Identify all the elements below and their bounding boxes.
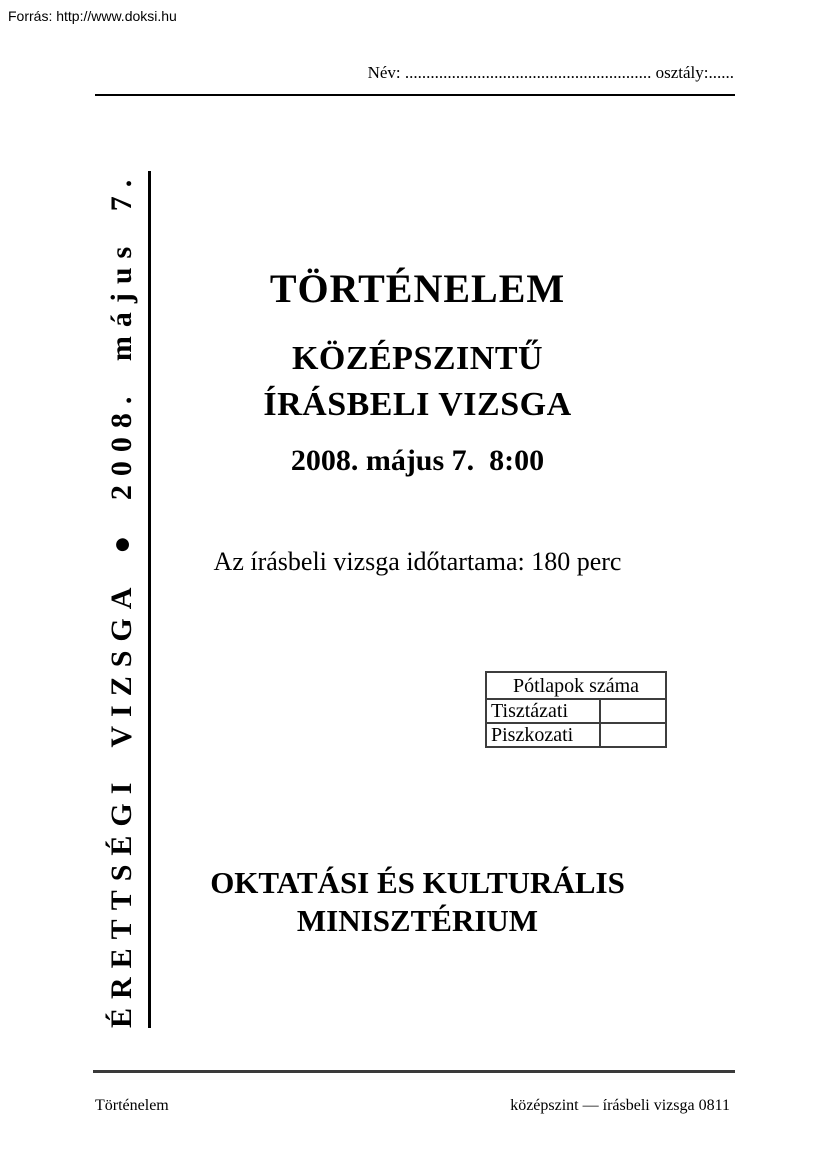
- name-class-line: [368, 63, 734, 83]
- source-note: Forrás: http://www.doksi.hu: [8, 8, 177, 24]
- name-fill-dots[interactable]: ..........................................................: [404, 63, 652, 82]
- table-row: [486, 699, 666, 723]
- exam-type-line: ÍRÁSBELI VIZSGA: [263, 386, 572, 423]
- extra-sheets-table: [485, 671, 667, 748]
- exam-datetime: 2008. május 7. 8:00: [290, 444, 545, 477]
- row-value-tisztazati[interactable]: [600, 699, 666, 723]
- table-header-row: [486, 672, 666, 699]
- duration-note: Az írásbeli vizsga időtartama: 180 perc: [213, 547, 622, 576]
- footer-exam-code: középszint — írásbeli vizsga 0811: [510, 1097, 730, 1114]
- name-label: Név:: [367, 63, 405, 82]
- footer-subject: Történelem: [95, 1097, 169, 1114]
- footer-rule: [93, 1070, 735, 1073]
- row-value-piszkozati[interactable]: [600, 723, 666, 747]
- table-header-cell: Pótlapok száma: [486, 672, 666, 699]
- header-rule: [95, 94, 735, 96]
- ministry-line-2: MINISZTÉRIUM: [296, 903, 539, 938]
- vertical-exam-banner: ÉRETTSÉGI VIZSGA ● 2008. május 7.: [101, 171, 151, 1028]
- ministry-name: [100, 864, 735, 940]
- class-label[interactable]: osztály:......: [651, 63, 734, 82]
- table-row: [486, 723, 666, 747]
- ministry-line-1: OKTATÁSI ÉS KULTURÁLIS: [210, 865, 625, 900]
- footer: [95, 1097, 730, 1115]
- row-label-piszkozati: Piszkozati: [486, 723, 600, 747]
- row-label-tisztazati: Tisztázati: [486, 699, 600, 723]
- page-title: TÖRTÉNELEM: [269, 266, 566, 311]
- exam-level-line: KÖZÉPSZINTŰ: [291, 340, 544, 377]
- exam-subtitle: [100, 336, 735, 428]
